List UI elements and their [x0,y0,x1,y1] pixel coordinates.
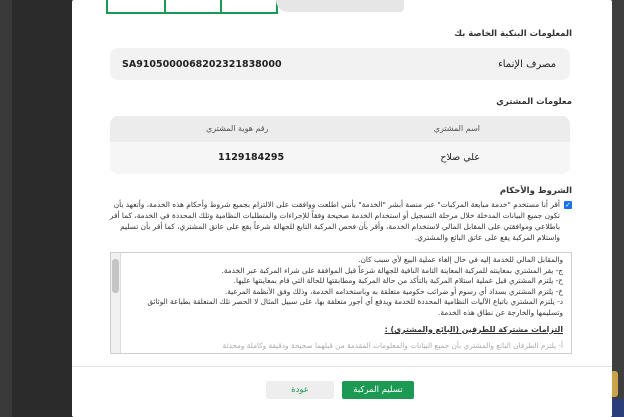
scrollbar[interactable] [111,253,121,353]
progress-step [106,0,166,14]
buyer-section-title: معلومات المشتري [496,97,572,107]
progress-step [164,0,222,14]
deliver-vehicle-button[interactable]: تسليم المركبة [342,381,414,399]
terms-subheading: التزامات مشتركة للطرفين (البائع والمشتري) : [384,324,563,334]
terms-line: ج- يقر المشتري بمعاينته للمركبة المعاينة التامة النافية للجهالة شرعاً قبل الموافقة على شراء المركبة عبر الخدمة. [221,265,563,275]
bank-info-box [110,48,570,80]
iban-value: SA9105000068202321838000 [122,59,282,70]
terms-agreement-text: أقر أنا مستخدم "خدمة مبايعة المركبات" عبر منصة أبشر "الخدمة" بأنني اطلعت ووافقت على الالتزام بجميع شروط وأحكام هذه الخدمة، وأتعهد بأن تكون جميع البيانات المدخلة خلال مرحلة التسجيل أو استخدام الخدمة صحيحة وفقاً للإجراءات والمتطلبات النظامية وتلك المحددة في الخدمة، كما أقر باطلاعي وموافقتي على المقابل المالي لاستخدام الخدمة، وأقر بأن فحص المركبة التابع للجهالة شرعاً يقع على عاتق المشتري، كما أقر بأن تسليم واستلام المركبة يقع على عاتق البائع والمشتري. [109,200,560,242]
background-left-edge [0,0,12,417]
terms-line: أ- يلتزم الطرفان البائع والمشتري بأن جميع البيانات والمعلومات المقدمة من قبلهما صحيحة ودقيقة وكاملة ومحدثة [222,341,563,351]
back-button[interactable]: عودة [266,381,334,399]
terms-line: خ- يلتزم المشتري بسداد أي رسوم أو ضرائب حكومية متعلقة به وباستخدامه الخدمة، وذلك وفق الأنظمة المرعية. [224,286,563,296]
buyer-id-header: رقم هوية المشتري [206,124,269,133]
buyer-name-header: اسم المشتري [433,124,480,133]
terms-line: ح- يلتزم المشتري قبل عملية استلام المركبة بالتأكد من حالة المركبة ومطابقتها للحالة التي قام بمعاينتها عليها. [233,276,563,286]
terms-checkbox[interactable]: ✓ [565,201,571,209]
buyer-id: 1129184295 [218,152,285,163]
terms-scroll-box[interactable] [110,252,572,354]
terms-content [129,255,563,352]
bank-name: مصرف الإنماء [498,59,556,70]
buyer-info-table [110,116,570,174]
progress-steps [106,0,406,14]
bank-section-title: المعلومات البنكية الخاصة بك [454,29,572,39]
progress-step [220,0,278,14]
progress-step-current [276,0,404,12]
terms-line: د- يلتزم المشتري باتباع الآليات النظامية المحددة للخدمة ويدفع أي أجور متعلقة بها، على سبيل المثال لا الحصر تلك المتعلقة بطباعة الوثائق وتسليمها والخارجة عن نطاق هذه الخدمة. [147,297,563,317]
form-card [72,0,612,417]
terms-section-title: الشروط والأحكام [499,186,572,196]
table-row [110,142,570,174]
terms-line: والمقابل المالي للخدمة إليه في حال إلغاء عملية البيع لأي سبب كان. [358,255,563,264]
footer-divider [72,366,612,367]
scrollbar-thumb[interactable] [112,259,119,293]
buyer-name: علي صلاح [440,152,480,163]
